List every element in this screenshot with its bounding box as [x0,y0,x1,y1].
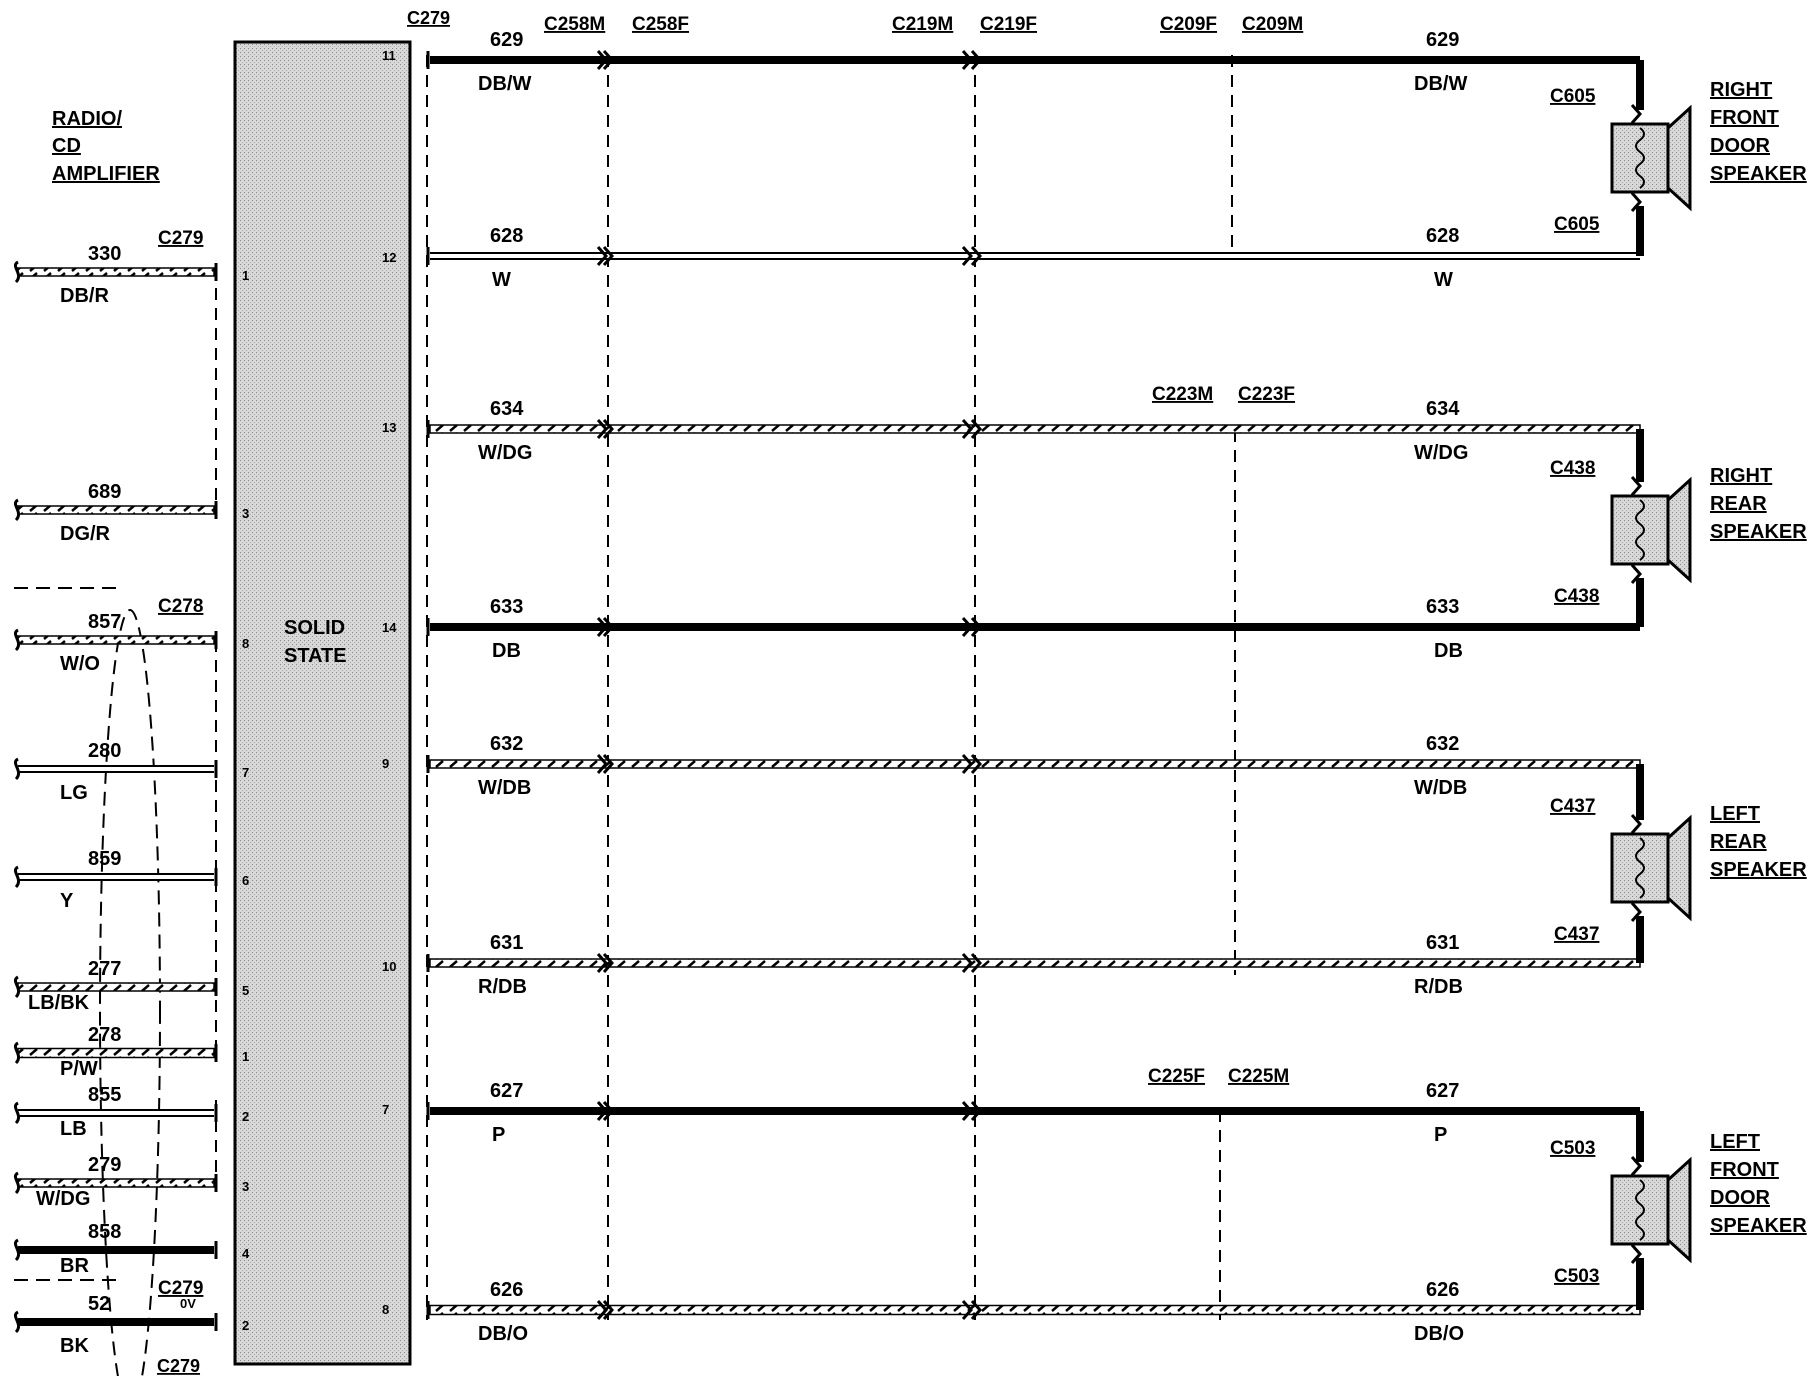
speaker-name-line: RIGHT [1710,79,1773,101]
speaker-name-line: SPEAKER [1710,859,1807,881]
wire-end-symbol [15,1312,18,1332]
wire-end-symbol [15,1240,18,1260]
module-title-line-1: RADIO/ [52,108,122,130]
circuit-number-speaker-side: 627 [1426,1080,1460,1102]
left-wire-line [18,506,214,514]
left-wire-855 [15,1084,249,1140]
pin-number: 2 [242,1318,250,1333]
wire-end-symbol [15,1103,18,1123]
circuit-number: 330 [88,243,122,265]
speaker-name-line: REAR [1710,831,1767,853]
speaker-cone [1668,818,1690,918]
speaker-name-line: DOOR [1710,135,1770,157]
voltage-label: 0V [180,1296,196,1311]
harness-wire-627 [382,1080,1640,1146]
wire-end-symbol [15,867,18,887]
pin-number: 3 [242,1179,250,1194]
left-wire-859 [15,848,249,912]
speaker-connector-top: C437 [1550,796,1596,817]
connector-c209m: C209M [1242,14,1304,35]
wire-color: W/DG [478,442,533,464]
pin-number: 1 [242,1049,250,1064]
pin-number: 7 [382,1102,390,1117]
speaker-name-line: SPEAKER [1710,1215,1807,1237]
wire-color-speaker-side: DB/W [1414,73,1468,95]
circuit-number: 633 [490,596,524,618]
pin-number: 4 [242,1246,250,1261]
connector-c209f: C209F [1160,14,1218,35]
circuit-number: 855 [88,1084,122,1106]
circuit-number-speaker-side: 631 [1426,932,1460,954]
wire-color: P/W [60,1058,98,1080]
connector-c258m: C258M [544,14,606,35]
speaker-name-line: DOOR [1710,1187,1770,1209]
left-wire-line [18,1179,214,1187]
connector-c219m: C219M [892,14,954,35]
solid-state-label-line-1: SOLID [284,617,346,639]
wire-color-speaker-side: W [1434,269,1453,291]
connector-c279-bottom: C279 [157,1356,201,1376]
wire-color: DB/W [478,73,532,95]
left-wire-52 [15,1278,249,1357]
left-wire-857 [15,596,249,675]
speaker-name-line: LEFT [1710,803,1760,825]
wire-color: BK [60,1335,89,1357]
wire-end-symbol [15,1043,18,1063]
speaker-name-line: FRONT [1710,1159,1779,1181]
speaker-name-line: SPEAKER [1710,163,1807,185]
pin-number: 12 [382,250,397,265]
solid-state-label-line-2: STATE [284,645,347,667]
wire-color-speaker-side: P [1434,1124,1448,1146]
circuit-number-speaker-side: 634 [1426,398,1460,420]
connector-c223m: C223M [1152,384,1214,405]
wire-color: W/DG [36,1188,91,1210]
circuit-number: 279 [88,1154,122,1176]
harness-wire-628 [382,225,1640,291]
left-wire-277 [15,958,249,1014]
connector-c223f: C223F [1238,384,1296,405]
wire-color-speaker-side: R/DB [1414,976,1463,998]
wire-end-symbol [15,977,18,997]
connector-label: C279 [158,1278,204,1299]
connector-c279-top: C279 [407,8,451,28]
wire-color: DB/R [60,285,109,307]
wire-color: DB [492,640,521,662]
circuit-number: 629 [490,29,524,51]
speaker-coil-box [1612,1176,1668,1244]
speaker-connector-bottom: C503 [1554,1266,1600,1287]
wire-end-symbol [15,262,18,282]
speaker-1 [1550,60,1807,256]
left-wire-689 [15,481,249,545]
wire-color: R/DB [478,976,527,998]
connector-c225f: C225F [1148,1066,1206,1087]
pin-number: 7 [242,765,250,780]
harness-wire-632 [382,733,1640,799]
wire-color: DG/R [60,523,110,545]
connector-label: C278 [158,596,204,617]
speaker-coil-box [1612,124,1668,192]
speaker-4 [1550,1111,1807,1310]
speaker-cone [1668,1160,1690,1260]
pin-number: 8 [242,636,250,651]
wire-end-symbol [15,500,18,520]
speaker-name-line: SPEAKER [1710,521,1807,543]
left-wire-line [18,1049,214,1058]
wire-end-symbol [15,1173,18,1193]
wire-color-speaker-side: DB/O [1414,1323,1464,1345]
speaker-name-line: LEFT [1710,1131,1760,1153]
wire-color: DB/O [478,1323,528,1345]
left-wire-858 [15,1221,250,1277]
pin-number: 14 [382,620,397,635]
connector-c219f: C219F [980,14,1038,35]
speaker-connector-top: C605 [1550,86,1596,107]
connector-c258f: C258F [632,14,690,35]
left-wire-279 [15,1154,249,1210]
pin-number: 10 [382,959,397,974]
pin-number: 1 [242,268,250,283]
circuit-number: 857 [88,611,122,633]
amplifier-module-box [235,42,410,1364]
circuit-number: 858 [88,1221,122,1243]
left-wire-line [18,983,214,991]
wire-color: Y [60,890,74,912]
circuit-number: 859 [88,848,122,870]
harness-wire-631 [382,932,1640,998]
pin-number: 13 [382,420,397,435]
radio-cd-amplifier-title [52,108,160,185]
left-wire-278 [15,1024,249,1080]
harness-wire-634 [382,398,1640,464]
speaker-coil-box [1612,834,1668,902]
left-wire-line [18,636,214,644]
circuit-number-speaker-side: 626 [1426,1279,1460,1301]
circuit-number: 52 [88,1293,111,1315]
wire-color-speaker-side: W/DG [1414,442,1469,464]
wire-color: W [492,269,511,291]
circuit-number: 632 [490,733,524,755]
harness-wire-633 [382,596,1640,662]
speaker-connector-bottom: C437 [1554,924,1600,945]
circuit-number-speaker-side: 633 [1426,596,1460,618]
pin-number: 6 [242,873,250,888]
left-wire-280 [15,740,249,804]
speaker-name-line: REAR [1710,493,1767,515]
speaker-cone [1668,480,1690,580]
wire-color: W/O [60,653,100,675]
circuit-number: 626 [490,1279,524,1301]
circuit-number: 280 [88,740,122,762]
connector-c225m: C225M [1228,1066,1290,1087]
circuit-number-speaker-side: 629 [1426,29,1460,51]
speaker-2 [1550,429,1807,627]
speaker-name-line: FRONT [1710,107,1779,129]
wire-color: P [492,1124,506,1146]
pin-number: 3 [242,506,250,521]
pin-number: 9 [382,756,390,771]
wire-color: LB [60,1118,87,1140]
circuit-number-speaker-side: 632 [1426,733,1460,755]
wire-color: LG [60,782,88,804]
wire-color-speaker-side: W/DB [1414,777,1468,799]
wire-end-symbol [15,759,18,779]
circuit-number: 277 [88,958,122,980]
wire-color: BR [60,1255,89,1277]
module-title-line-3: AMPLIFIER [52,163,160,185]
circuit-number: 627 [490,1080,524,1102]
speaker-coil-box [1612,496,1668,564]
circuit-number: 628 [490,225,524,247]
circuit-number: 634 [490,398,524,420]
module-title-line-2: CD [52,135,81,157]
left-wire-330 [15,228,249,307]
speaker-connector-bottom: C438 [1554,586,1600,607]
wire-end-symbol [15,630,18,650]
speaker-3 [1550,764,1807,963]
wire-color: W/DB [478,777,532,799]
left-wire-line [18,268,214,276]
pin-number: 2 [242,1109,250,1124]
speaker-connector-top: C503 [1550,1138,1596,1159]
wire-color: LB/BK [28,992,90,1014]
circuit-number: 278 [88,1024,122,1046]
speaker-name-line: RIGHT [1710,465,1773,487]
speaker-cone [1668,108,1690,208]
pin-number: 5 [242,983,250,998]
speaker-connector-top: C438 [1550,458,1596,479]
pin-number: 8 [382,1302,390,1317]
wire-color-speaker-side: DB [1434,640,1463,662]
circuit-number: 631 [490,932,524,954]
speaker-connector-bottom: C605 [1554,214,1600,235]
harness-wire-626 [382,1279,1640,1345]
harness-wire-629 [382,29,1640,95]
connector-label: C279 [158,228,204,249]
circuit-number-speaker-side: 628 [1426,225,1460,247]
pin-number: 11 [382,48,396,63]
circuit-number: 689 [88,481,122,503]
